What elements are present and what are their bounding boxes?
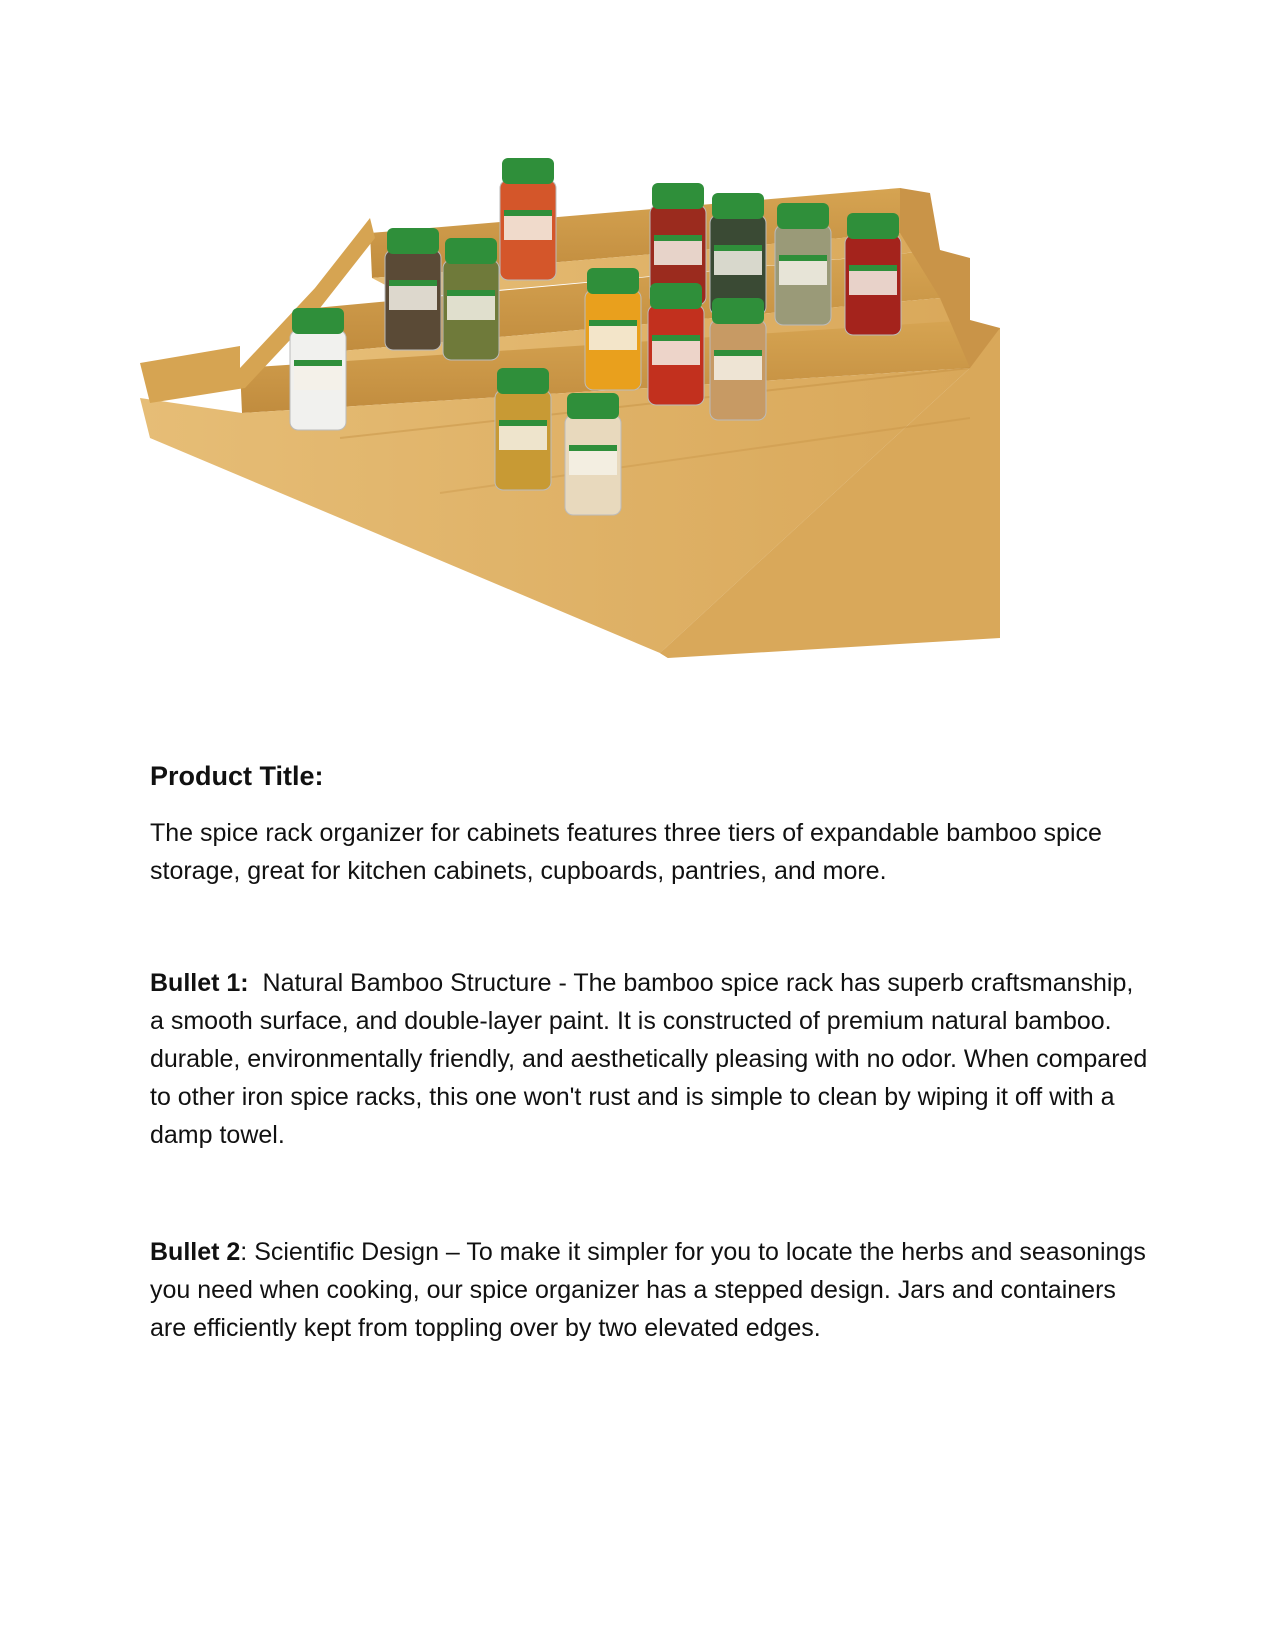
product-photo [140,138,1060,698]
bullet-2 [150,1233,1150,1347]
spice-jar [710,298,766,420]
bullet-1 [150,964,1150,1154]
spice-jar [290,308,346,430]
bullet-2-label: Bullet 2 [150,1238,241,1267]
spice-jar [565,393,621,515]
spice-jar [710,193,766,315]
spice-jar [775,203,831,325]
document-body [150,760,1150,1347]
spice-jar [648,283,704,405]
bullet-1-text: Natural Bamboo Structure - The bamboo spice rack has superb craftsmanship, a smooth surface, and double-layer paint. It is constructed of premium natural bamboo. durable, environmentally friendly, and aesthetically pleasing with no odor. When compared to other iron spice racks, this one won't rust and is simple to clean by wiping it off with a damp towel. [150,969,1148,1150]
product-description: The spice rack organizer for cabinets features three tiers of expandable bamboo spice storage, great for kitchen cabinets, cupboards, pantries, and more. [150,819,1102,886]
spice-jar [385,228,441,350]
bullet-1-label: Bullet 1: [150,969,249,998]
bullet-2-text: : Scientific Design – To make it simpler for you to locate the herbs and seasonings you need when cooking, our spice organizer has a stepped design. Jars and containers are efficiently kept from toppling over by two elevated edges. [150,1238,1146,1343]
spice-jar [443,238,499,360]
spice-jar [585,268,641,390]
spice-jar [495,368,551,490]
spice-jar [500,158,556,280]
spice-jar [845,213,901,335]
product-title-heading: Product Title: [150,761,324,791]
